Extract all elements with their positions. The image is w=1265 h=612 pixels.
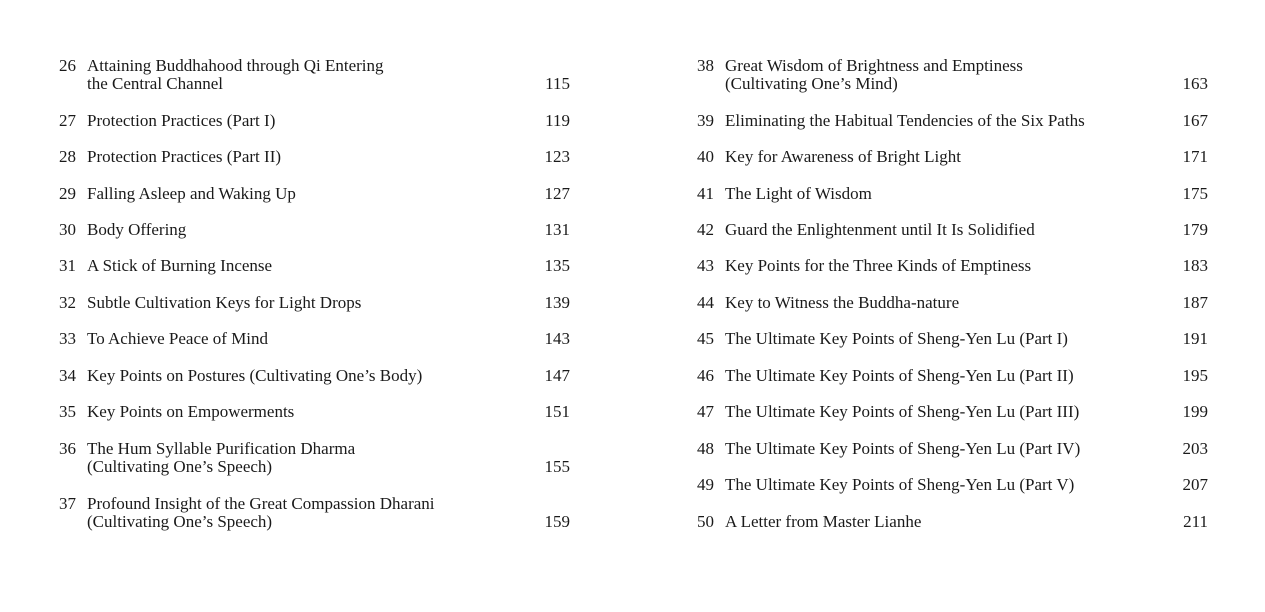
toc-entry [50,294,570,313]
chapter-number: 35 [59,402,76,421]
toc-entry [50,112,570,131]
chapter-number: 45 [697,329,714,348]
chapter-title-line: Great Wisdom of Brightness and Emptiness [725,55,1023,75]
chapter-number: 44 [697,293,714,312]
chapter-number: 27 [59,111,76,130]
chapter-title [87,330,507,349]
chapter-title [87,185,507,204]
toc-entry [50,257,570,276]
chapter-number: 29 [59,184,76,203]
page-number: 135 [544,256,570,275]
page-number: 163 [1182,74,1208,93]
page-number: 175 [1182,184,1208,203]
chapter-title [725,367,1145,386]
chapter-number: 26 [59,55,76,75]
chapter-title [87,440,507,477]
toc-entry [50,330,570,349]
toc-entry [688,257,1208,276]
chapter-title [725,330,1145,349]
toc-entry [688,440,1208,459]
chapter-title-line: The Ultimate Key Points of Sheng-Yen Lu (Part IV) [725,439,1081,458]
toc-entry [50,57,570,94]
chapter-title-line: (Cultivating One’s Speech) [87,512,273,531]
toc-entry [688,367,1208,386]
chapter-title [87,221,507,240]
chapter-title-line: Subtle Cultivation Keys for Light Drops [87,293,362,312]
page-number: 183 [1182,256,1208,275]
chapter-number: 30 [59,220,76,239]
page-number: 187 [1182,293,1208,312]
chapter-title-line: Guard the Enlightenment until It Is Solidified [725,220,1035,239]
toc-entry [688,112,1208,131]
chapter-title-line: Protection Practices (Part II) [87,147,282,166]
chapter-title-line: The Ultimate Key Points of Sheng-Yen Lu (Part III) [725,402,1080,421]
chapter-title [725,257,1145,276]
chapter-number: 43 [697,256,714,275]
chapter-title [87,57,507,94]
page-number: 147 [544,366,570,385]
toc-entry [50,495,570,532]
chapter-title-line: (Cultivating One’s Speech) [87,457,273,476]
toc-entry [688,221,1208,240]
chapter-title-line: A Stick of Burning Incense [87,256,273,275]
chapter-number: 47 [697,402,714,421]
toc-entry [688,330,1208,349]
chapter-number: 48 [697,439,714,458]
chapter-title [87,148,507,167]
chapter-number: 32 [59,293,76,312]
chapter-title-line: Key Points for the Three Kinds of Emptiness [725,256,1032,275]
chapter-title-line: Profound Insight of the Great Compassion Dharani [87,493,435,513]
chapter-title [725,403,1145,422]
page-number: 155 [544,457,570,476]
chapter-title-line: Protection Practices (Part I) [87,111,276,130]
chapter-title-line: Key to Witness the Buddha-nature [725,293,960,312]
page-number: 151 [544,402,570,421]
page-number: 139 [544,293,570,312]
page-number: 211 [1183,512,1208,531]
chapter-title-line: The Ultimate Key Points of Sheng-Yen Lu (Part I) [725,329,1068,348]
toc-entry [688,476,1208,495]
chapter-title [87,294,507,313]
chapter-title [87,112,507,131]
page-number: 191 [1182,329,1208,348]
toc-entry [688,185,1208,204]
chapter-title-line: The Ultimate Key Points of Sheng-Yen Lu (Part V) [725,475,1075,494]
chapter-number: 38 [697,55,714,75]
chapter-title-line: A Letter from Master Lianhe [725,512,922,531]
page-number: 123 [544,147,570,166]
toc-entry [688,294,1208,313]
chapter-title [725,513,1145,532]
toc-entry [50,148,570,167]
chapter-number: 37 [59,493,76,513]
chapter-number: 28 [59,147,76,166]
chapter-title [725,294,1145,313]
chapter-title-line: The Light of Wisdom [725,184,872,203]
chapter-title [725,57,1145,94]
chapter-title-line: To Achieve Peace of Mind [87,329,269,348]
toc-entry [50,185,570,204]
toc-entry [688,513,1208,532]
chapter-number: 39 [697,111,714,130]
chapter-number: 40 [697,147,714,166]
chapter-number: 36 [59,438,76,458]
page-number: 203 [1182,439,1208,458]
chapter-title-line: Key Points on Empowerments [87,402,295,421]
toc-entry [688,148,1208,167]
page-number: 143 [544,329,570,348]
page-number: 131 [544,220,570,239]
chapter-title-line: Falling Asleep and Waking Up [87,184,296,203]
chapter-title-line: Key for Awareness of Bright Light [725,147,961,166]
chapter-title-line: Eliminating the Habitual Tendencies of the Six Paths [725,111,1085,130]
chapter-number: 42 [697,220,714,239]
page-number: 167 [1182,111,1208,130]
toc-entry [50,367,570,386]
chapter-title-line: (Cultivating One’s Mind) [725,74,898,93]
page-number: 171 [1182,147,1208,166]
toc-entry [50,403,570,422]
chapter-title-line: The Ultimate Key Points of Sheng-Yen Lu (Part II) [725,366,1074,385]
page-number: 159 [544,512,570,531]
chapter-title [725,185,1145,204]
toc-entry [688,57,1208,94]
page-number: 195 [1182,366,1208,385]
chapter-title [87,403,507,422]
chapter-title [87,257,507,276]
page-number: 115 [545,74,570,93]
chapter-title [87,495,507,532]
toc-entry [50,221,570,240]
chapter-title [87,367,507,386]
page-number: 127 [544,184,570,203]
chapter-number: 34 [59,366,76,385]
chapter-title-line: Attaining Buddhahood through Qi Entering [87,55,384,75]
chapter-title-line: Key Points on Postures (Cultivating One’s Body) [87,366,423,385]
chapter-number: 33 [59,329,76,348]
chapter-title [725,148,1145,167]
chapter-title [725,476,1145,495]
page-number: 119 [545,111,570,130]
chapter-title [725,440,1145,459]
chapter-title-line: The Hum Syllable Purification Dharma [87,438,356,458]
chapter-number: 31 [59,256,76,275]
chapter-title [725,112,1145,131]
chapter-number: 41 [697,184,714,203]
toc-entry [688,403,1208,422]
chapter-number: 49 [697,475,714,494]
page-number: 207 [1182,475,1208,494]
chapter-number: 50 [697,512,714,531]
toc-entry [50,440,570,477]
page-number: 179 [1182,220,1208,239]
chapter-title-line: the Central Channel [87,74,223,93]
chapter-title [725,221,1145,240]
chapter-number: 46 [697,366,714,385]
page-number: 199 [1182,402,1208,421]
chapter-title-line: Body Offering [87,220,187,239]
